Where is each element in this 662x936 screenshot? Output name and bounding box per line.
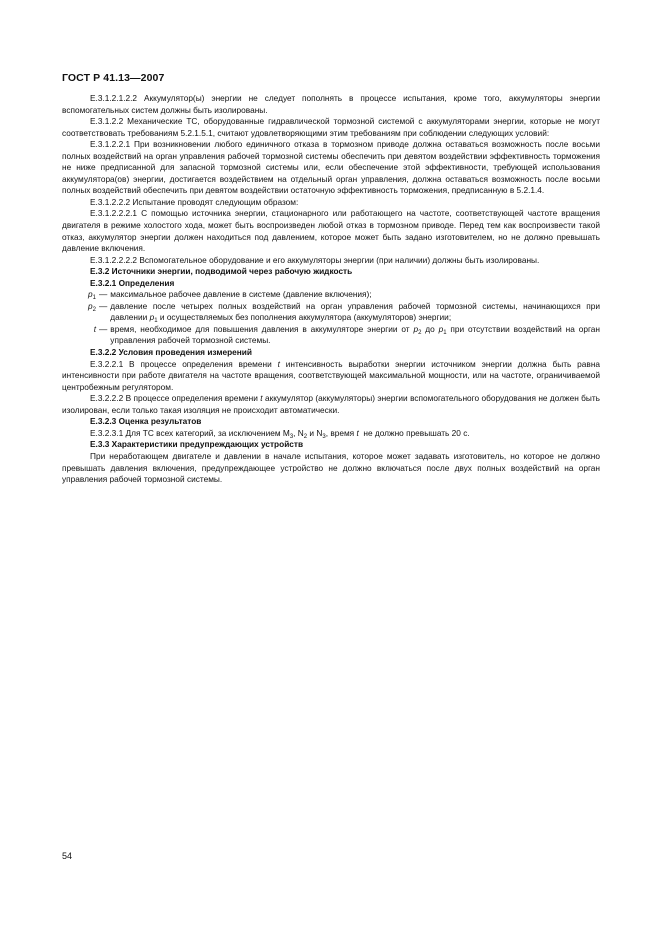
definition-text: давление после четырех полных воздействий на орган управления рабочей тормозной системы, начинающихся при давлении $p_1$ и осуществляемых без пополнения аккумулятора (аккумуляторов) энергии;: [110, 300, 600, 325]
definition-symbol: $p_2$: [88, 300, 96, 313]
paragraph-e-3-1-2-2: Е.3.1.2.2 Механические ТС, оборудованные гидравлической тормозной системой с аккумуляторами энергии, которые не могут соответствовать требованиям 5.2.1.5.1, считают удовлетворяющими этим требованиям при соблюдении следующих условий:: [62, 116, 600, 138]
definition-t: [62, 324, 600, 347]
paragraph-e-3-1-2-2-2-2: Е.3.1.2.2.2.2 Вспомогательное оборудование и его аккумуляторы энергии (при наличии) должны быть изолированы.: [90, 254, 540, 265]
section-heading-e-3-3: Е.3.3 Характеристики предупреждающих устройств: [90, 439, 304, 450]
definition-symbol: t: [93, 323, 96, 334]
paragraph-e-3-1-2-2-2-1: Е.3.1.2.2.2.1 С помощью источника энергии, стационарного или работающего на частоте, соответствующей частоте вращения двигателя в режиме холостого хода, может быть воспроизведен любой отказ в тормозном приводе. Перед тем как воспроизвести такой отказ, аккумулятор энергии должен находиться под давлением, которое может быть задано изготовителем, но не должно превышать давление включения.: [62, 208, 600, 254]
definition-symbol: $p_1$: [88, 289, 96, 302]
definition-dash: —: [99, 323, 108, 334]
paragraph-e-3-1-2-2-1: Е.3.1.2.2.1 При возникновении любого единичного отказа в тормозном приводе должна оставаться возможность после восьми полных воздействий на орган управления рабочей тормозной системы обеспечить при девятом воздействии эффективность торможения не ниже предписанной для запасной тормозной системы или, если обеспечение этой эффективности, требующей использования аккумулятора(ов) энергии, достигается воздействием на отдельный орган управления, должна оставаться возможность после восьми полных воздействий обеспечить при девятом воздействии остаточную эффективность торможения, предписанную в 5.2.1.4.: [62, 139, 600, 196]
paragraph-e-3-1-2-2-2: Е.3.1.2.2.2 Испытание проводят следующим образом:: [90, 196, 299, 207]
document-header: ГОСТ Р 41.13—2007: [62, 72, 165, 84]
paragraph-e-3-2-2-2: Е.3.2.2.2 В процессе определения времени t аккумулятор (аккумуляторы) энергии вспомогательного оборудования не должен быть изолирован, если только такая изоляция не происходит автоматически.: [62, 393, 600, 415]
definition-dash: —: [99, 300, 108, 311]
page-number: 54: [62, 851, 73, 861]
paragraph-e-3-1-2-1-2-2: Е.3.1.2.1.2.2 Аккумулятор(ы) энергии не следует пополнять в процессе испытания, кроме того, аккумуляторы энергии вспомогательных систем должны быть изолированы.: [62, 93, 600, 115]
definition-p1: [62, 289, 600, 301]
definition-dash: —: [99, 289, 108, 300]
definition-p2: [62, 301, 600, 324]
definition-text: максимальное рабочее давление в системе (давление включения);: [110, 289, 372, 300]
section-heading-e-3-2-1: Е.3.2.1 Определения: [90, 277, 175, 288]
section-heading-e-3-2: Е.3.2 Источники энергии, подводимой через рабочую жидкость: [90, 266, 353, 277]
paragraph-e-3-2-2-1: Е.3.2.2.1 В процессе определения времени t интенсивность выработки энергии источником энергии должна быть равна интенсивности при работе двигателя на частоте вращения, соответствующей максимальной мощности, или на частоте, ограничиваемой центробежным регулятором.: [62, 358, 601, 392]
paragraph-e-3-3: При неработающем двигателе и давлении в начале испытания, которое может задавать изготовитель, но которое не должно превышать давления включения, предупреждающее устройство не должно включаться после двух полных воздействий на орган управления рабочей тормозной системы.: [62, 450, 600, 485]
definition-text: время, необходимое для повышения давления в аккумуляторе энергии от $p_2$ до $p_1$ при отсутствии воздействий на орган управления рабочей тормозной системы.: [110, 323, 600, 346]
section-heading-e-3-2-3: Е.3.2.3 Оценка результатов: [90, 416, 202, 427]
paragraph-e-3-2-3-1: Е.3.2.3.1 Для ТС всех категорий, за исключением $М_3$, $N_2$ и $N_3$, время t не должно превышать 20 с.: [90, 427, 470, 440]
section-heading-e-3-2-2: Е.3.2.2 Условия проведения измерений: [90, 347, 252, 358]
document-body: [62, 93, 600, 486]
